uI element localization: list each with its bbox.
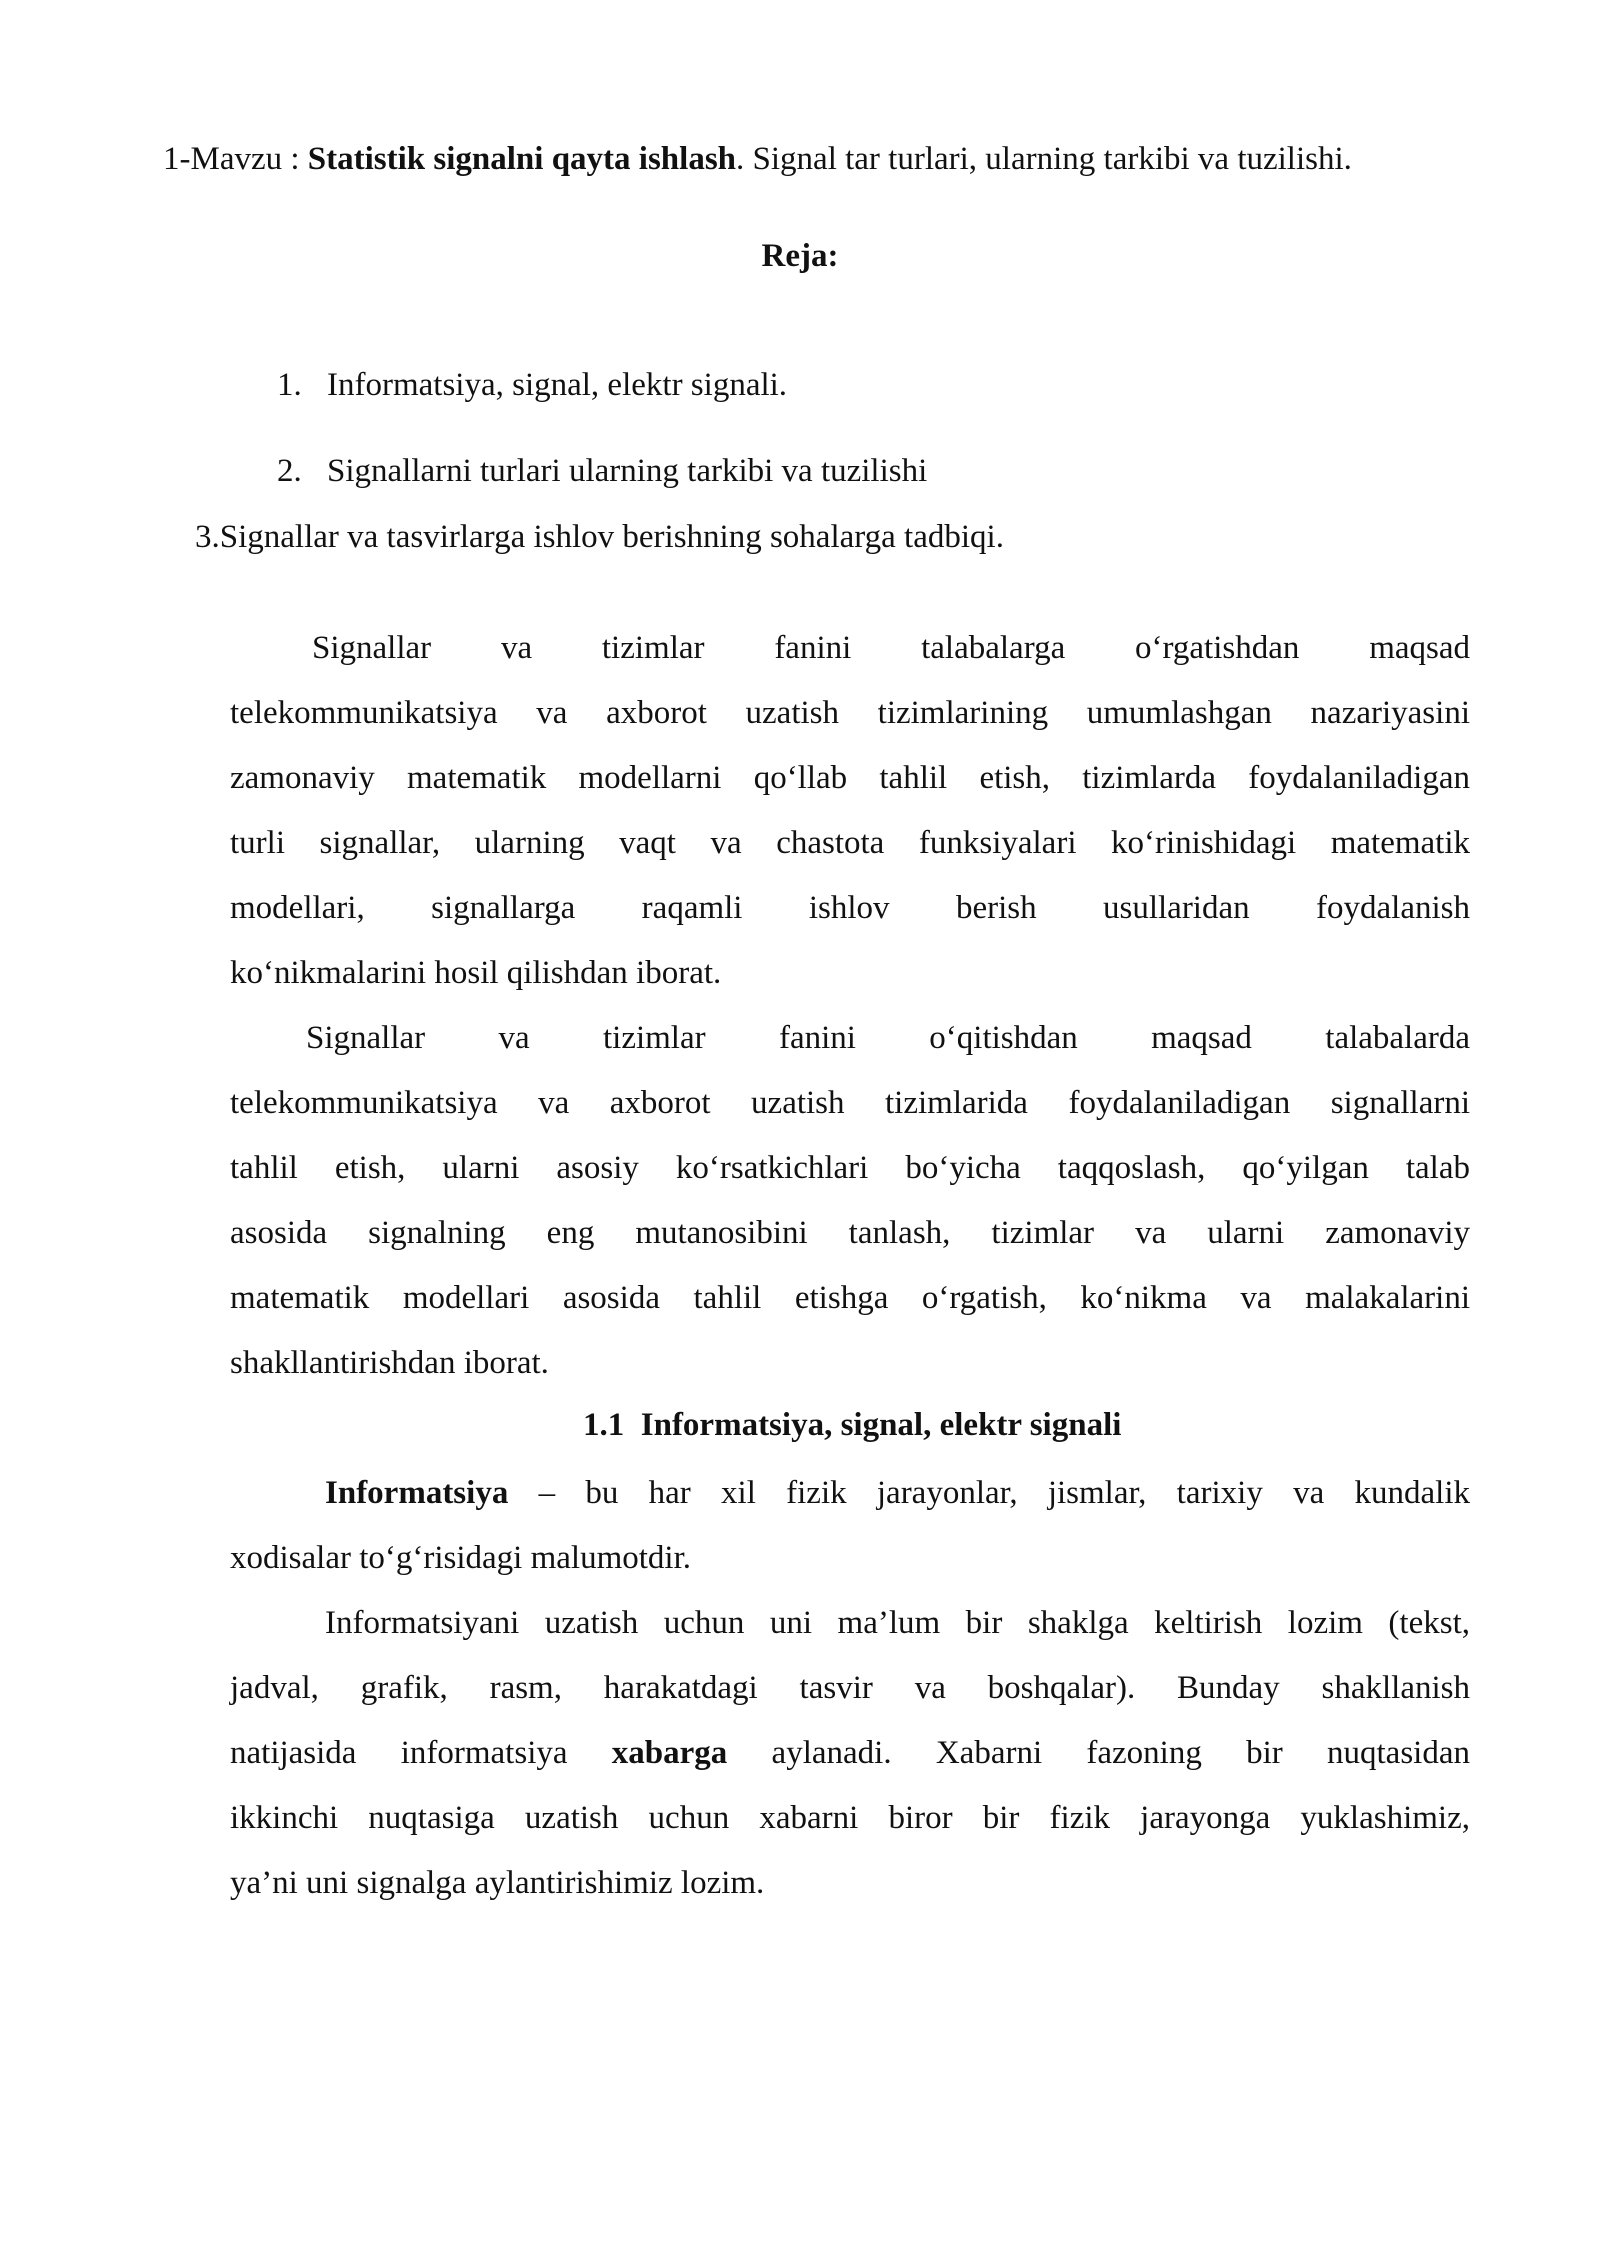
paragraph-line: Signallar va tizimlar fanini o‘qitishdan maqsad talabalarda [306, 1020, 1470, 1056]
plan-item-text: Informatsiya, signal, elektr signali. [327, 367, 788, 403]
paragraph-line: shakllantirishdan iborat. [230, 1345, 549, 1381]
plan-heading: Reja: [761, 238, 839, 274]
section-number: 1.1 [583, 1407, 625, 1443]
paragraph-line: matematik modellari asosida tahlil etishga o‘rgatish, ko‘nikma va malakalarini [230, 1280, 1470, 1316]
definition-text: – bu har xil fizik jarayonlar, jismlar, tarixiy va kundalik [508, 1475, 1470, 1511]
paragraph-line: tahlil etish, ularni asosiy ko‘rsatkichlari bo‘yicha taqqoslash, qo‘yilgan talab [230, 1150, 1470, 1186]
paragraph-goals-teaching [230, 616, 1470, 1006]
plan-item-number: 3. [195, 519, 220, 555]
paragraph-line: xodisalar to‘g‘risidagi malumotdir. [230, 1540, 692, 1576]
paragraph-line: zamonaviy matematik modellarni qo‘llab tahlil etish, tizimlarda foydalaniladigan [230, 760, 1470, 796]
plan-item-number: 1. [277, 367, 302, 403]
plan-item-text: Signallarni turlari ularning tarkibi va tuzilishi [327, 453, 928, 489]
paragraph-line: Signallar va tizimlar fanini talabalarga o‘rgatishdan maqsad [312, 630, 1470, 666]
section-heading [583, 1406, 1121, 1446]
topic-subtitle: . Signal tar turlari, ularning tarkibi va tuzilishi. [736, 141, 1352, 177]
paragraph-goals-learning [230, 1006, 1470, 1396]
paragraph-line: ko‘nikmalarini hosil qilishdan iborat. [230, 955, 722, 991]
paragraph-line: ikkinchi nuqtasiga uzatish uchun xabarni biror bir fizik jarayonga yuklashimiz, [230, 1800, 1470, 1836]
paragraph-line [230, 1721, 1470, 1786]
paragraph-line: asosida signalning eng mutanosibini tanlash, tizimlar va ularni zamonaviy [230, 1215, 1470, 1251]
paragraph-message-signal [230, 1591, 1470, 1916]
plan-item-number: 2. [277, 453, 302, 489]
paragraph-line: telekommunikatsiya va axborot uzatish tizimlarida foydalaniladigan signallarni [230, 1085, 1470, 1121]
plan-item [195, 518, 1004, 558]
topic-bold-title: Statistik signalni qayta ishlash [307, 141, 737, 177]
defined-term: Informatsiya [325, 1475, 509, 1511]
paragraph-line: Informatsiyani uzatish uchun uni ma’lum bir shaklga keltirish lozim (tekst, [325, 1605, 1470, 1641]
paragraph-line: jadval, grafik, rasm, harakatdagi tasvir va boshqalar). Bunday shakllanish [230, 1670, 1470, 1706]
paragraph-text: natijasida informatsiya [230, 1735, 612, 1771]
paragraph-line: modellari, signallarga raqamli ishlov berish usullaridan foydalanish [230, 890, 1470, 926]
bold-term: xabarga [611, 1735, 728, 1771]
topic-title [163, 140, 1352, 180]
paragraph-text: aylanadi. Xabarni fazoning bir nuqtasidan [727, 1735, 1470, 1771]
paragraph-line [230, 1461, 1470, 1526]
plan-item [277, 452, 927, 492]
plan-item-text: Signallar va tasvirlarga ishlov berishning sohalarga tadbiqi. [219, 519, 1004, 555]
section-title: Informatsiya, signal, elektr signali [640, 1407, 1122, 1443]
paragraph-line: turli signallar, ularning vaqt va chastota funksiyalari ko‘rinishidagi matematik [230, 825, 1470, 861]
topic-prefix: 1-Mavzu : [163, 141, 308, 177]
paragraph-information-definition [230, 1461, 1470, 1591]
paragraph-line: ya’ni uni signalga aylantirishimiz lozim. [230, 1865, 765, 1901]
plan-item [277, 366, 787, 406]
paragraph-line: telekommunikatsiya va axborot uzatish tizimlarining umumlashgan nazariyasini [230, 695, 1470, 731]
